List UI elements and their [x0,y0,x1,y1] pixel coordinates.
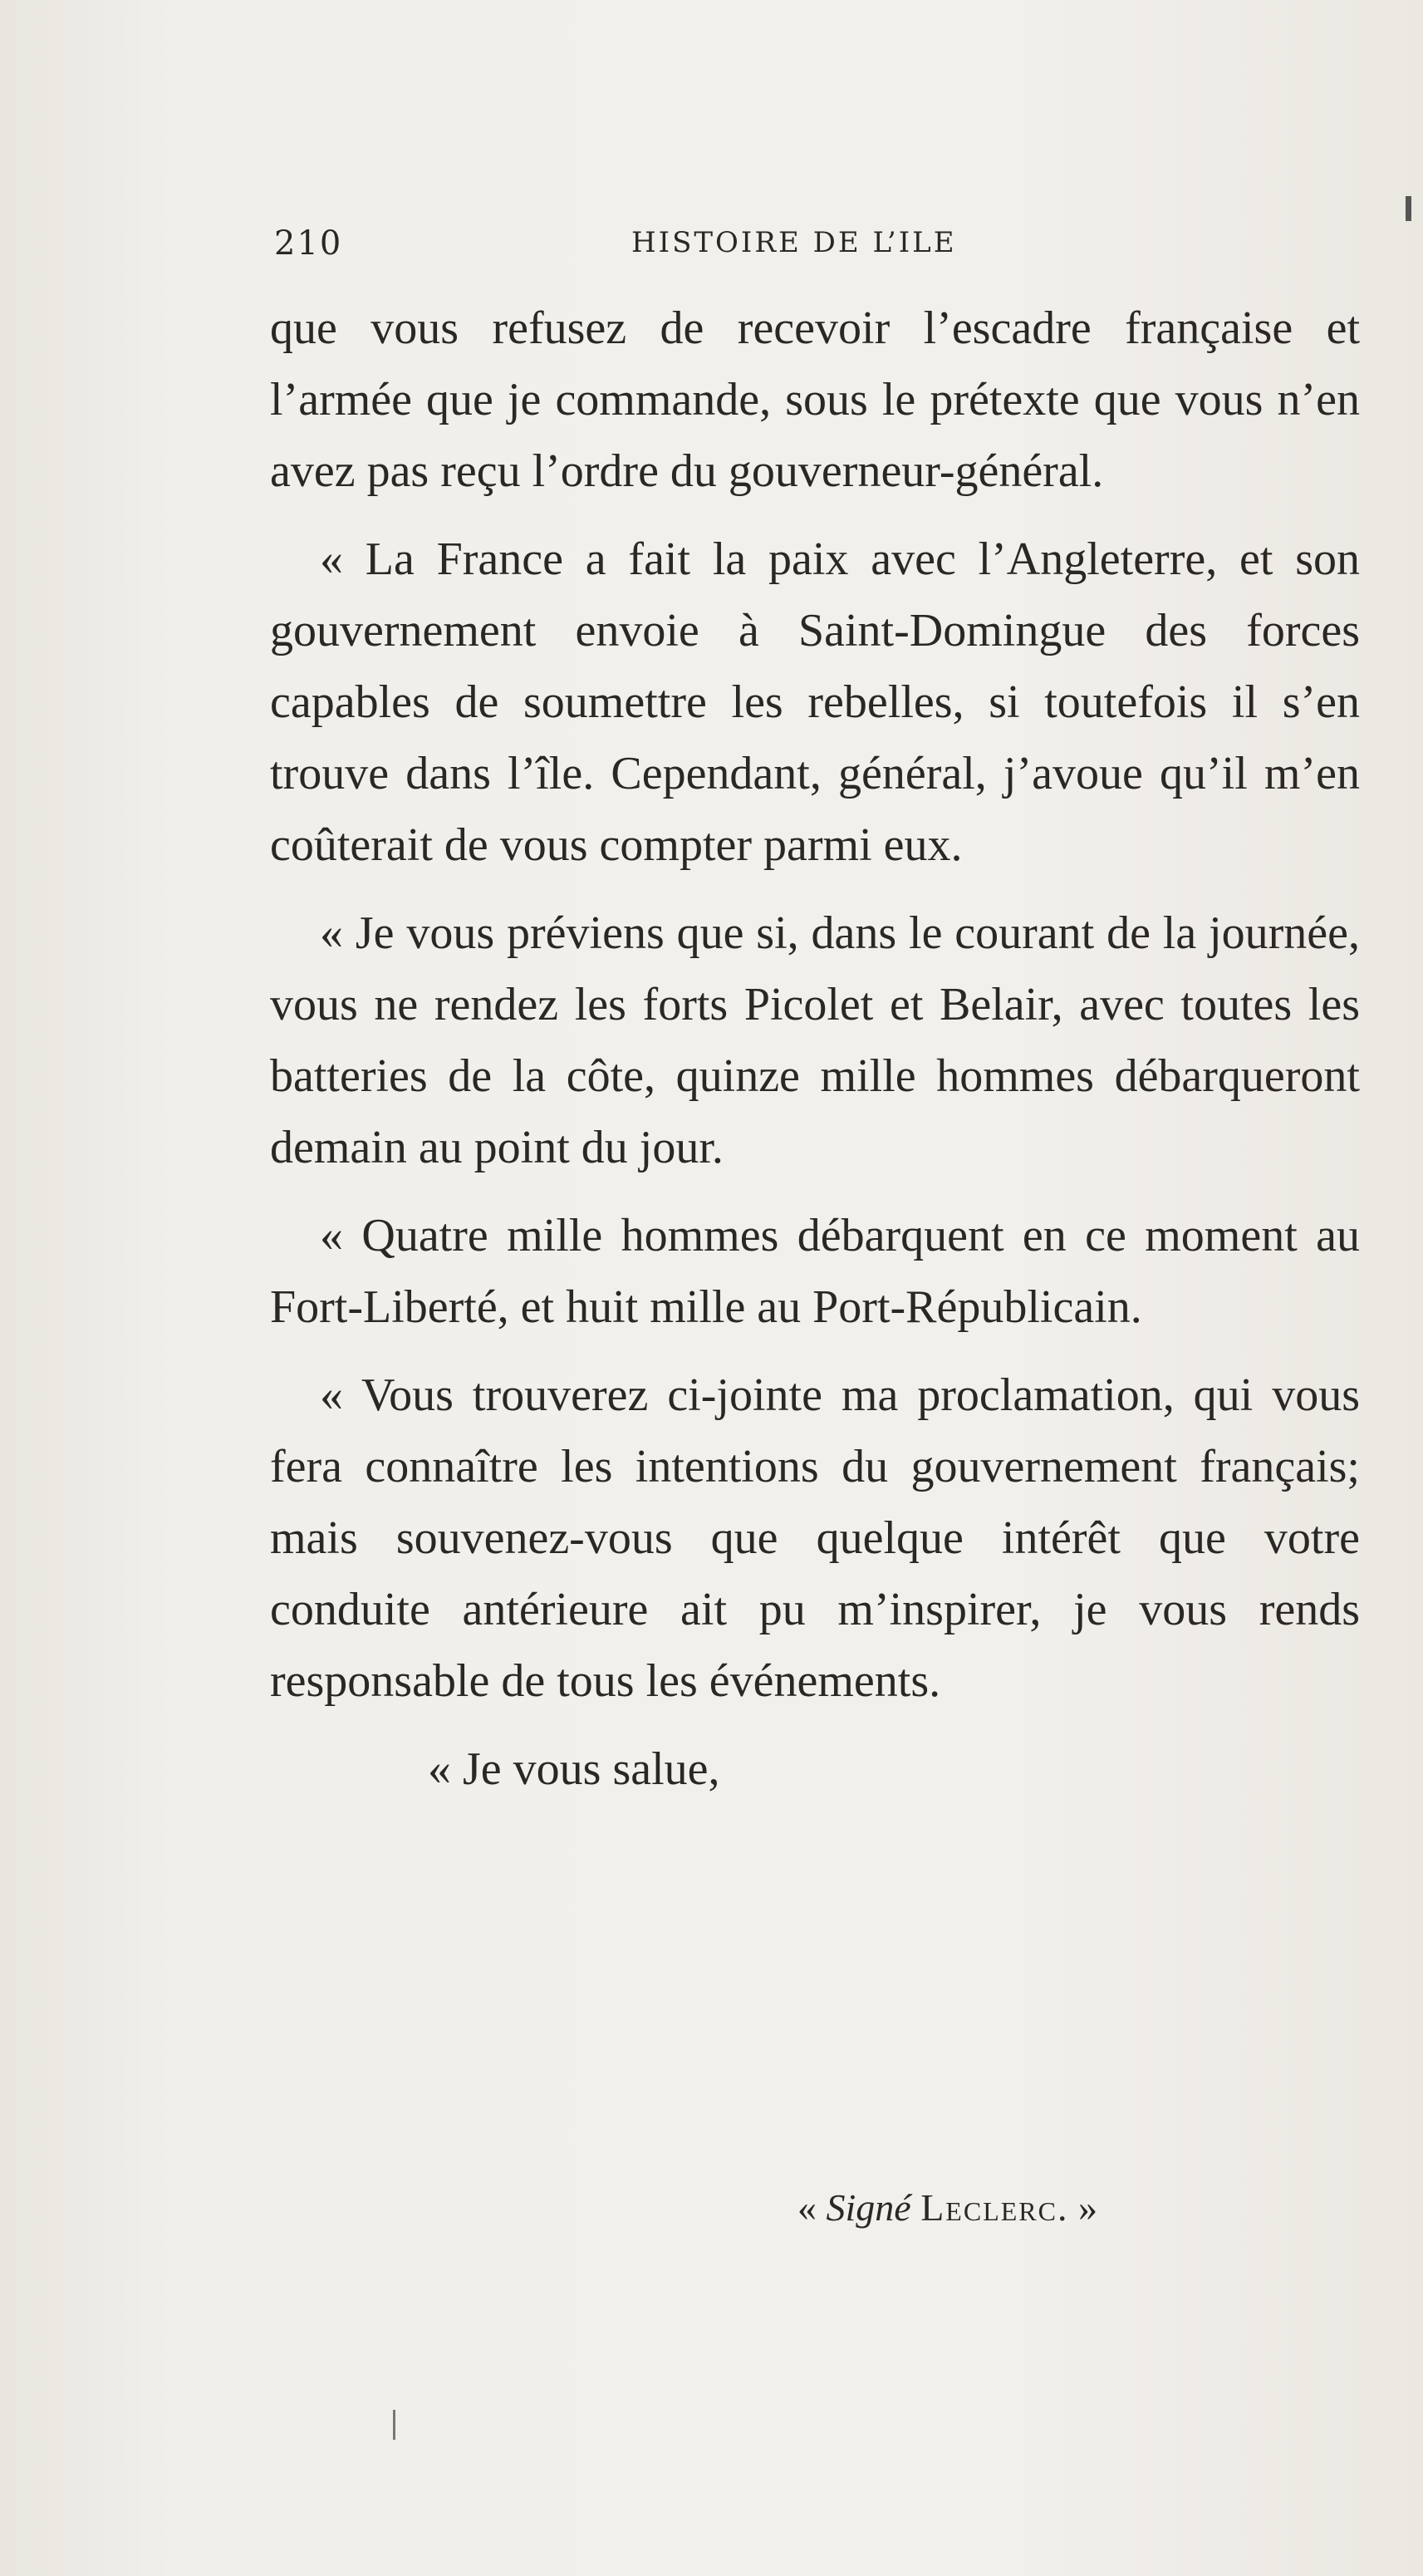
signature-open-quote: « [797,2186,827,2229]
signature-line [797,2185,1097,2229]
body-text [270,293,1360,1805]
paragraph-1: que vous refusez de recevoir l’escadre française et l’armée que je commande, sous le prétexte que vous n’en avez pas reçu l’ordre du gouverneur-général. [270,302,1360,497]
running-title: HISTOIRE DE L’ILE [631,226,957,259]
page-header [274,224,1371,274]
closing-salutation: « Je vous salue, [428,1743,720,1795]
paragraph-4: « Quatre mille hommes débarquent en ce moment au Fort-Liberté, et huit mille au Port-Républicain. [270,1210,1360,1333]
paragraph-5: « Vous trouverez ci-jointe ma proclamation, qui vous fera connaître les intentions du gouvernement français; mais souvenez-vous que quelque intérêt que votre conduite antérieure ait pu m’inspirer, je vous rends responsable de tous les événements. [270,1369,1360,1707]
paragraph-2: « La France a fait la paix avec l’Angleterre, et son gouvernement envoie à Saint-Domingue des forces capables de soumettre les rebelles, si toutefois il s’en trouve dans l’île. Cependant, général, j’avoue qu’il m’en coûterait de vous compter parmi eux. [270,533,1360,871]
margin-mark [1406,196,1411,221]
signature-signe: Signé [826,2186,911,2229]
signature-close-quote: » [1068,2186,1097,2229]
ink-speck [393,2410,395,2440]
signature-name: Leclerc. [920,2186,1069,2229]
page-number: 210 [274,224,343,263]
paragraph-3: « Je vous préviens que si, dans le courant de la journée, vous ne rendez les forts Picolet et Belair, avec toutes les batteries de la côte, quinze mille hommes débarqueront demain au point du jour. [270,907,1360,1173]
